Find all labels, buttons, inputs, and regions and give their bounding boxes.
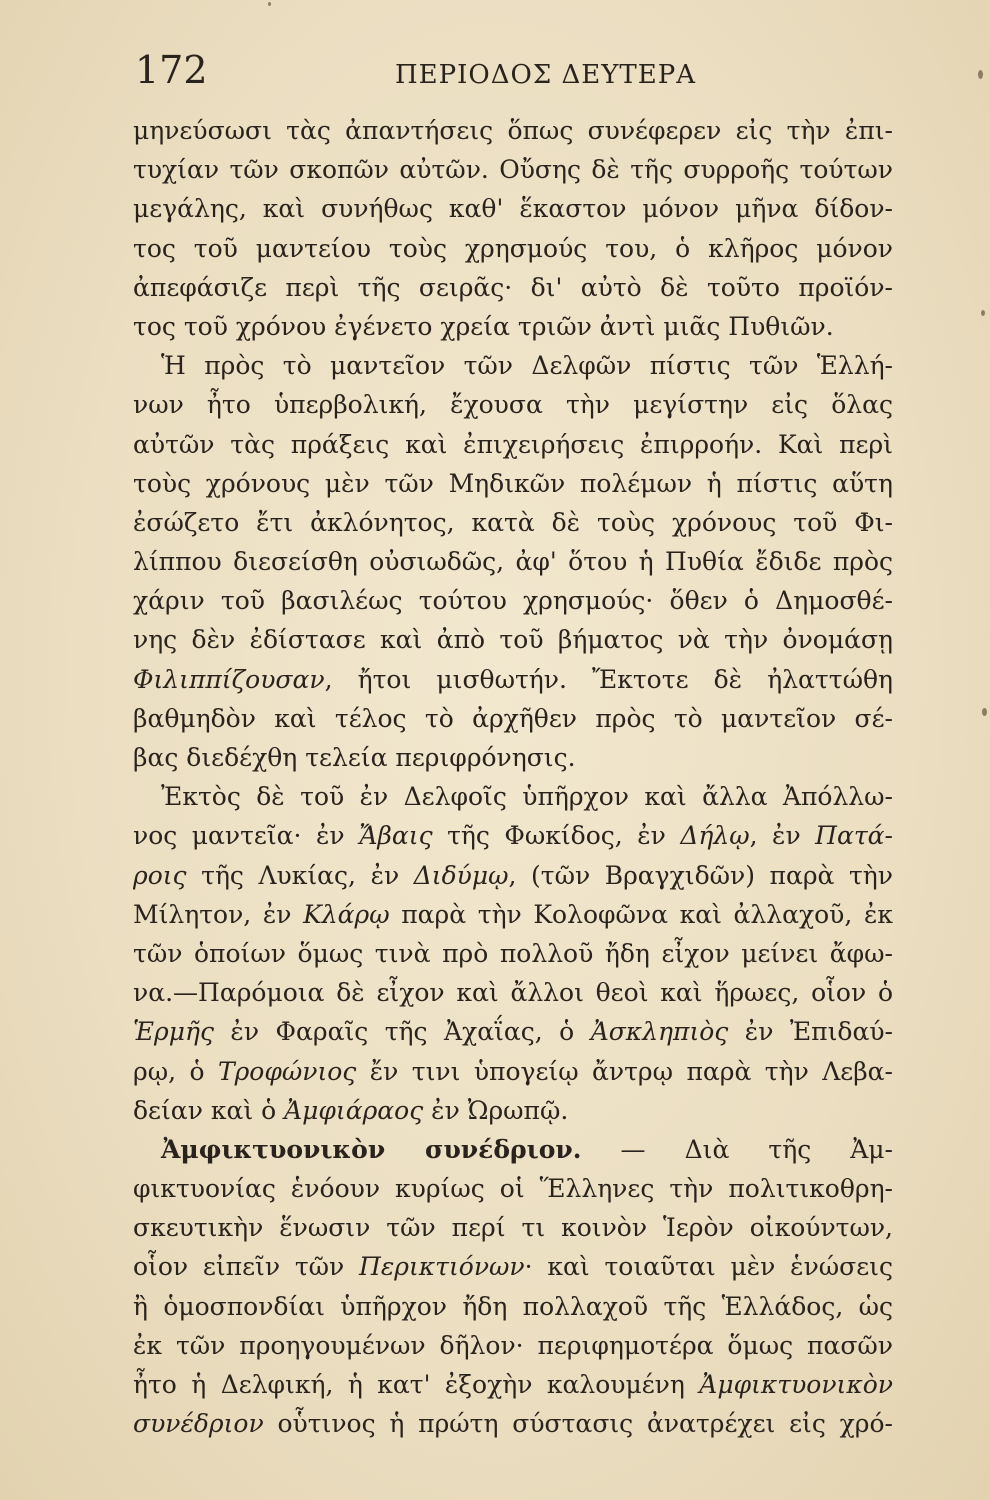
text-line: φικτυονίας ἑνόουν κυρίως οἱ Ἕλληνες τὴν πολιτικοθρη- bbox=[133, 1174, 893, 1204]
text-line: νων ἦτο ὑπερβολική, ἔχουσα τὴν μεγίστην εἰς ὅλας bbox=[133, 390, 893, 420]
italic-phrase: συνέδριον bbox=[133, 1409, 264, 1439]
section-heading: Ἀμφικτυονικὸν συνέδριον. bbox=[161, 1134, 582, 1164]
text-line: Ἡ πρὸς τὸ μαντεῖον τῶν Δελφῶν πίστις τῶν Ἑλλή- bbox=[161, 351, 893, 381]
text-line: ἐκ τῶν προηγουμένων δῆλον· περιφημοτέρα ὅμως πασῶν bbox=[133, 1330, 893, 1360]
text-line: λίππου διεσείσθη οὐσιωδῶς, ἀφ' ὅτου ἡ Πυθία ἔδιδε πρὸς bbox=[133, 547, 893, 577]
text-run: παρὰ τὴν Κολοφῶνα καὶ ἀλλαχοῦ, ἐκ bbox=[389, 899, 893, 929]
text-line: ἢ ὁμοσπονδίαι ὑπῆρχον ἤδη πολλαχοῦ τῆς Ἑλλάδος, ὡς bbox=[133, 1291, 893, 1321]
text-line: ἀπεφάσιζε περὶ τῆς σειρᾶς· δι' αὐτὸ δὲ τοῦτο προϊόν- bbox=[133, 272, 893, 302]
text-run: ρῳ, ὁ bbox=[133, 1056, 218, 1086]
text-line: αὐτῶν τὰς πράξεις καὶ ἐπιχειρήσεις ἐπιρροήν. Καὶ περὶ bbox=[133, 429, 893, 459]
text-line bbox=[133, 1091, 893, 1130]
text-line: τυχίαν τῶν σκοπῶν αὐτῶν. Οὔσης δὲ τῆς συρροῆς τούτων bbox=[133, 155, 893, 185]
paper-speck bbox=[981, 310, 985, 316]
text-run: οἷον εἰπεῖν τῶν bbox=[133, 1252, 360, 1282]
text-line bbox=[133, 895, 893, 934]
text-run: οὗτινος ἡ πρώτη σύστασις ἀνατρέχει εἰς χρό- bbox=[263, 1409, 893, 1439]
text-run: ἐν Φαραῖς τῆς Ἀχαΐας, ὁ bbox=[213, 1017, 591, 1047]
italic-phrase: Τροφώνιος bbox=[217, 1056, 357, 1086]
page-number: 172 bbox=[135, 48, 208, 92]
text-line bbox=[133, 1130, 893, 1169]
text-run: , ἐν bbox=[749, 821, 816, 851]
italic-phrase: Δήλῳ bbox=[680, 821, 750, 851]
text-run: ἐν Ἐπιδαύ- bbox=[728, 1017, 893, 1047]
italic-phrase: Φιλιππίζουσαν bbox=[133, 664, 325, 694]
text-line: μηνεύσωσι τὰς ἀπαντήσεις ὅπως συνέφερεν εἰς τὴν ἐπι- bbox=[133, 116, 893, 145]
text-run: — Διὰ τῆς Ἀμ- bbox=[581, 1134, 893, 1164]
text-line: σκευτικὴν ἕνωσιν τῶν περί τι κοινὸν Ἱερὸν οἰκούντων, bbox=[133, 1213, 893, 1243]
text-line bbox=[133, 1247, 893, 1286]
text-run: · καὶ τοιαῦται μὲν ἑνώσεις bbox=[524, 1252, 893, 1282]
text-run: τῆς Λυκίας, ἐν bbox=[186, 860, 414, 890]
text-line bbox=[133, 1365, 893, 1404]
italic-phrase: Διδύμῳ bbox=[413, 860, 509, 890]
text-line: τος τοῦ χρόνου ἐγένετο χρεία τριῶν ἀντὶ μιᾶς Πυθιῶν. bbox=[133, 311, 834, 341]
text-run: ἔν τινι ὑπογείῳ ἄντρῳ παρὰ τὴν Λεβα- bbox=[356, 1056, 893, 1086]
italic-phrase: Ἀμφικτυονικὸν bbox=[699, 1370, 893, 1399]
text-line bbox=[133, 1012, 893, 1051]
text-line: τῶν ὁποίων ὅμως τινὰ πρὸ πολλοῦ ἤδη εἶχον μείνει ἄφω- bbox=[133, 938, 893, 968]
italic-phrase: Κλάρῳ bbox=[303, 899, 390, 929]
italic-phrase: ροις bbox=[133, 860, 187, 890]
text-line bbox=[133, 660, 893, 699]
text-line: χάριν τοῦ βασιλέως τούτου χρησμούς· ὅθεν ὁ Δημοσθέ- bbox=[133, 586, 893, 616]
text-run: δείαν καὶ ὁ bbox=[133, 1095, 285, 1125]
text-line: νης δὲν ἐδίστασε καὶ ἀπὸ τοῦ βήματος νὰ τὴν ὀνομάσῃ bbox=[133, 625, 893, 655]
text-line: να.—Παρόμοια δὲ εἶχον καὶ ἄλλοι θεοὶ καὶ ἥρωες, οἷον ὁ bbox=[133, 978, 893, 1008]
text-run: Μίλητον, ἐν bbox=[133, 899, 304, 929]
italic-phrase: Ἀσκληπιὸς bbox=[590, 1017, 729, 1047]
paper-speck bbox=[982, 708, 987, 716]
italic-phrase: Ἄβαις bbox=[359, 821, 433, 851]
text-run: ἐν Ὠρωπῷ. bbox=[423, 1095, 569, 1125]
text-line: τοὺς χρόνους μὲν τῶν Μηδικῶν πολέμων ἡ πίστις αὕτη bbox=[133, 468, 893, 498]
italic-phrase: Ἀμφιάραος bbox=[284, 1095, 424, 1125]
text-line: βας διεδέχθη τελεία περιφρόνησις. bbox=[133, 743, 576, 772]
paper-speck bbox=[978, 70, 983, 79]
paper-speck bbox=[268, 2, 271, 6]
text-line bbox=[133, 1404, 893, 1443]
text-line: μεγάλης, καὶ συνήθως καθ' ἕκαστον μόνον μῆνα δίδον- bbox=[133, 194, 893, 224]
text-line bbox=[133, 856, 893, 895]
text-line: βαθμηδὸν καὶ τέλος τὸ ἀρχῆθεν πρὸς τὸ μαντεῖον σέ- bbox=[133, 703, 893, 733]
text-line: τος τοῦ μαντείου τοὺς χρησμούς του, ὁ κλῆρος μόνον bbox=[133, 233, 893, 263]
italic-phrase: Περικτιόνων bbox=[359, 1252, 525, 1282]
text-run: νος μαντεῖα· ἐν bbox=[133, 821, 360, 851]
body-text bbox=[133, 111, 893, 1443]
text-line bbox=[133, 1052, 893, 1091]
running-title: ΠΕΡΙΟΔΟΣ ΔΕΥΤΕΡΑ bbox=[395, 60, 696, 90]
italic-phrase: Ἑρμῆς bbox=[133, 1017, 214, 1047]
text-line: Ἐκτὸς δὲ τοῦ ἐν Δελφοῖς ὑπῆρχον καὶ ἄλλα Ἀπόλλω- bbox=[161, 782, 893, 812]
text-line bbox=[133, 816, 893, 855]
text-line: ἐσώζετο ἔτι ἀκλόνητος, κατὰ δὲ τοὺς χρόνους τοῦ Φι- bbox=[133, 507, 893, 537]
italic-phrase: Πατά- bbox=[815, 821, 893, 851]
text-run: τῆς Φωκίδος, ἐν bbox=[432, 821, 681, 851]
text-run: , (τῶν Βραγχιδῶν) παρὰ τὴν bbox=[508, 860, 893, 890]
text-run: ἦτο ἡ Δελφική, ἡ κατ' ἐξοχὴν καλουμένη bbox=[133, 1370, 700, 1399]
running-head bbox=[135, 48, 890, 108]
text-run: , ἤτοι μισθωτήν. Ἔκτοτε δὲ ἠλαττώθη bbox=[324, 664, 893, 694]
